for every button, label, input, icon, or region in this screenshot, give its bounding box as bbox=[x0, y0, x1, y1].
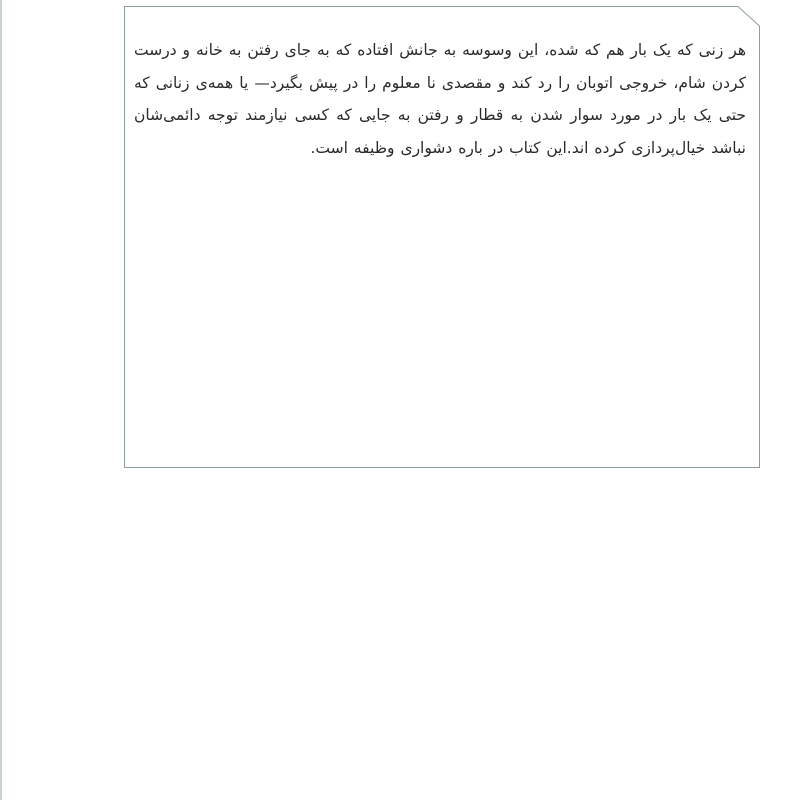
blurb-frame bbox=[124, 6, 760, 468]
blurb-paragraph: هر زنی که یک بار هم که شده، این وسوسه به جانش افتاده که به جای رفتن به خانه و درست کردن شام، خروجی اتوبان را رد کند و مقصدی نا معلوم را در پیش بگیرد— یا همه‌ی زنانی که حتی یک بار در مورد سوار شدن به قطار و رفتن به جایی که کسی نیازمند توجه دائمی‌شان نباشد خیال‌پردازی کرده اند.این کتاب در باره دشواری وظیفه است. bbox=[134, 41, 746, 157]
page-left-edge bbox=[0, 0, 2, 800]
